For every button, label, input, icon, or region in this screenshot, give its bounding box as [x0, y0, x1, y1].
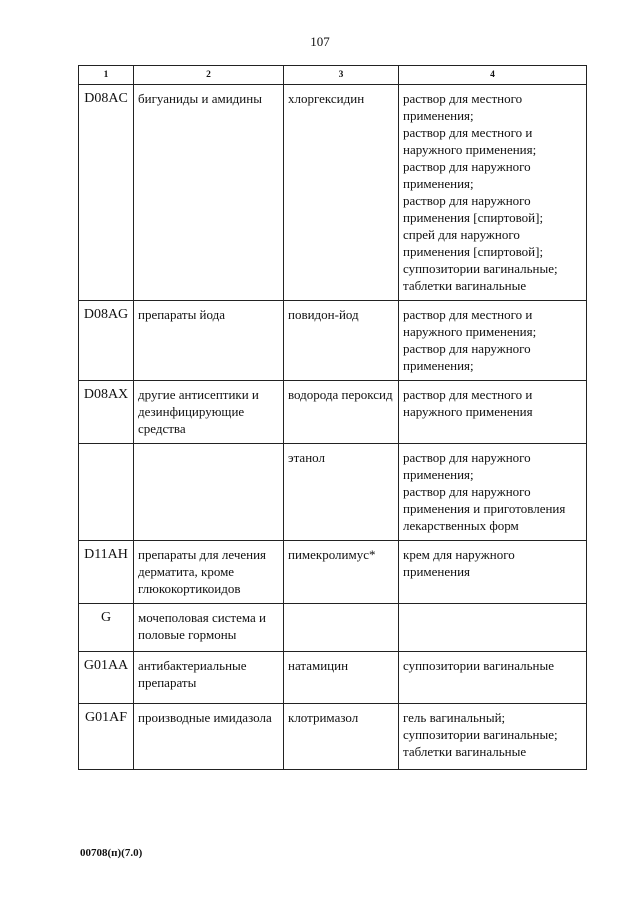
group-name-cell: антибактериальные препараты [134, 652, 284, 704]
dosage-form: крем для наружного применения [403, 547, 515, 579]
drug-name-cell: клотримазол [284, 704, 399, 770]
dosage-form: раствор для местного и наружного применения [403, 387, 533, 419]
dosage-forms-cell [399, 541, 587, 604]
dosage-form: раствор для местного и наружного применения; [403, 125, 537, 157]
dosage-forms-cell [399, 381, 587, 444]
drug-name-cell: натамицин [284, 652, 399, 704]
atc-code-cell: G01AF [79, 704, 134, 770]
table-row [79, 444, 587, 541]
dosage-form: спрей для наружного применения [спиртовой]; [403, 227, 544, 259]
drug-name-cell: водорода пероксид [284, 381, 399, 444]
group-name-cell: производные имидазола [134, 704, 284, 770]
table-row [79, 541, 587, 604]
table-row [79, 652, 587, 704]
medicines-table [78, 65, 587, 770]
group-name-cell: мочеполовая система и половые гормоны [134, 604, 284, 652]
column-header-2: 2 [134, 66, 284, 85]
drug-name-cell: повидон-йод [284, 301, 399, 381]
group-name-cell: препараты йода [134, 301, 284, 381]
drug-name-cell: хлоргексидин [284, 85, 399, 301]
column-header-4: 4 [399, 66, 587, 85]
table-row [79, 85, 587, 301]
dosage-forms-cell [399, 704, 587, 770]
column-header-1: 1 [79, 66, 134, 85]
table-row [79, 704, 587, 770]
dosage-form: таблетки вагинальные [403, 278, 527, 293]
atc-code-cell [79, 444, 134, 541]
table-row [79, 301, 587, 381]
atc-code-cell: D08AG [79, 301, 134, 381]
dosage-form: раствор для наружного применения; [403, 341, 531, 373]
dosage-forms-cell [399, 444, 587, 541]
group-name-cell: бигуаниды и амидины [134, 85, 284, 301]
atc-code-cell: G [79, 604, 134, 652]
dosage-form: раствор для наружного применения; [403, 159, 531, 191]
dosage-form: гель вагинальный; [403, 710, 506, 725]
column-header-3: 3 [284, 66, 399, 85]
drug-name-cell: этанол [284, 444, 399, 541]
dosage-form: таблетки вагинальные [403, 744, 527, 759]
table-row [79, 381, 587, 444]
table-body [79, 85, 587, 770]
group-name-cell [134, 444, 284, 541]
table-row [79, 604, 587, 652]
header-row [79, 66, 587, 85]
dosage-form: раствор для наружного применения и приготовления лекарственных форм [403, 484, 566, 533]
dosage-form: суппозитории вагинальные; [403, 727, 558, 742]
dosage-form: раствор для наружного применения [спиртовой]; [403, 193, 544, 225]
atc-code-cell: D08AX [79, 381, 134, 444]
atc-code-cell: D08AC [79, 85, 134, 301]
atc-code-cell: D11AH [79, 541, 134, 604]
document-footer-code: 00708(п)(7.0) [80, 847, 143, 859]
atc-code-cell: G01AA [79, 652, 134, 704]
drug-name-cell [284, 604, 399, 652]
group-name-cell: другие антисептики и дезинфицирующие средства [134, 381, 284, 444]
page-number: 107 [310, 34, 330, 49]
dosage-forms-cell [399, 652, 587, 704]
dosage-form: суппозитории вагинальные [403, 658, 555, 673]
drug-name-cell: пимекролимус* [284, 541, 399, 604]
dosage-form: раствор для местного применения; [403, 91, 523, 123]
dosage-form: раствор для местного и наружного применения; [403, 307, 537, 339]
dosage-form: раствор для наружного применения; [403, 450, 531, 482]
dosage-forms-cell [399, 604, 587, 652]
dosage-form: суппозитории вагинальные; [403, 261, 558, 276]
dosage-forms-cell [399, 85, 587, 301]
group-name-cell: препараты для лечения дерматита, кроме глюкокортикоидов [134, 541, 284, 604]
dosage-forms-cell [399, 301, 587, 381]
